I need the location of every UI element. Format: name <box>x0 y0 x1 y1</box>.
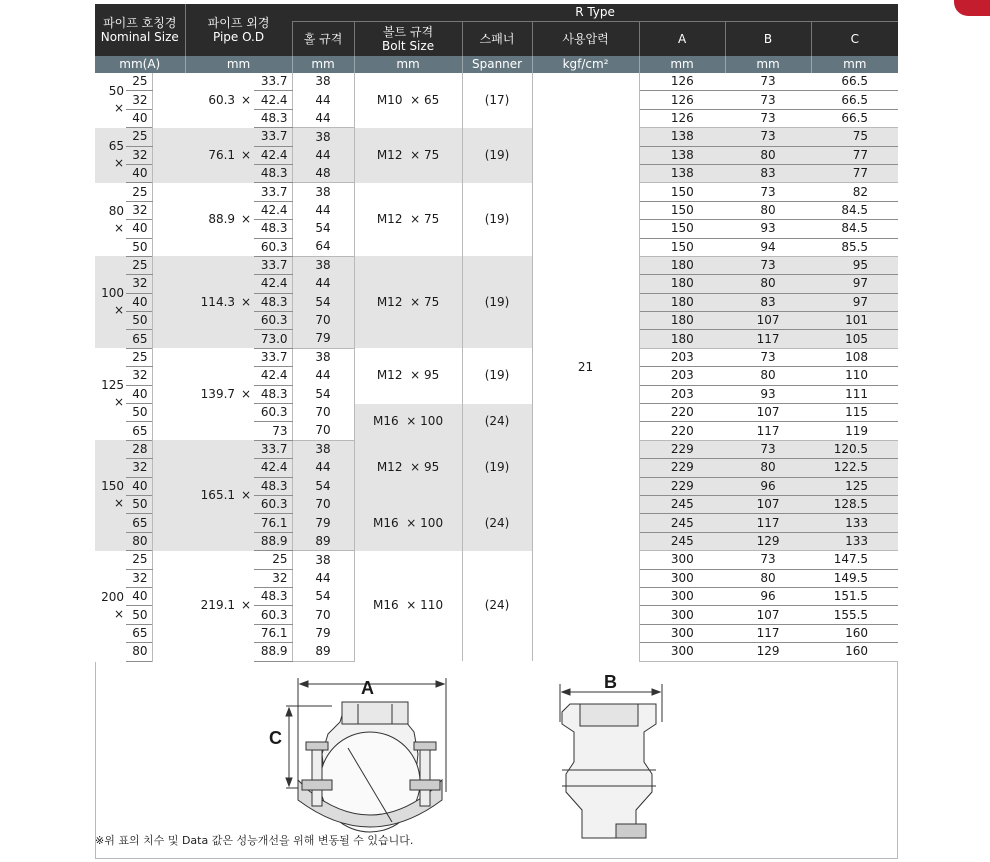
times-sign: × <box>238 183 254 257</box>
unit-pressure: kgf/cm² <box>532 56 639 73</box>
branch-size: 40 <box>126 587 152 605</box>
branch-od: 42.4 <box>254 367 292 385</box>
dim-a: 150 <box>639 238 725 256</box>
branch-size: 65 <box>126 330 152 348</box>
hole-size: 38 <box>292 128 354 146</box>
dim-b: 129 <box>725 532 811 550</box>
branch-size: 25 <box>126 73 152 91</box>
dim-a: 126 <box>639 109 725 127</box>
branch-od: 33.7 <box>254 256 292 274</box>
unit-b: mm <box>725 56 811 73</box>
hole-size: 54 <box>292 385 354 403</box>
hole-size: 38 <box>292 551 354 569</box>
dim-a: 229 <box>639 459 725 477</box>
hole-size: 38 <box>292 256 354 274</box>
dim-a: 300 <box>639 643 725 661</box>
branch-od: 48.3 <box>254 477 292 495</box>
hole-size: 44 <box>292 146 354 164</box>
bolt-size: M10 × 65 <box>354 73 462 128</box>
branch-od: 42.4 <box>254 459 292 477</box>
header-spanner: 스패너 <box>462 22 532 57</box>
footnote: ※위 표의 치수 및 Data 값은 성능개선을 위해 변동될 수 있습니다. <box>95 834 414 847</box>
spanner-size: (19) <box>462 128 532 183</box>
hole-size: 89 <box>292 643 354 661</box>
dim-a: 138 <box>639 128 725 146</box>
dim-a: 126 <box>639 73 725 91</box>
unit-nominal: mm(A) <box>95 56 185 73</box>
bolt-size: M12 × 75 <box>354 183 462 257</box>
spanner-size: (19) <box>462 348 532 403</box>
dim-a: 245 <box>639 495 725 513</box>
table-row <box>95 551 898 569</box>
dim-a: 229 <box>639 440 725 458</box>
dim-c: 84.5 <box>811 201 898 219</box>
dim-c: 147.5 <box>811 551 898 569</box>
unit-a: mm <box>639 56 725 73</box>
branch-size: 32 <box>126 275 152 293</box>
spanner-size: (19) <box>462 256 532 348</box>
bolt-size: M16 × 110 <box>354 551 462 661</box>
header-pipe-od: 파이프 외경 Pipe O.D <box>185 4 292 56</box>
dim-b: 73 <box>725 348 811 366</box>
branch-od: 42.4 <box>254 91 292 109</box>
dim-a: 203 <box>639 367 725 385</box>
hole-size: 79 <box>292 514 354 532</box>
dim-c: 122.5 <box>811 459 898 477</box>
dim-c: 160 <box>811 624 898 642</box>
dim-c: 105 <box>811 330 898 348</box>
hole-size: 54 <box>292 477 354 495</box>
dim-a: 180 <box>639 293 725 311</box>
hole-size: 44 <box>292 109 354 127</box>
nominal-main: 50 × <box>95 73 126 128</box>
dim-a: 150 <box>639 183 725 201</box>
dim-b: 73 <box>725 440 811 458</box>
dimension-label-c: C <box>269 727 282 748</box>
bolt-size: M12 × 95 <box>354 348 462 403</box>
header-pressure: 사용압력 <box>532 22 639 57</box>
branch-od: 25 <box>254 551 292 569</box>
dim-b: 73 <box>725 91 811 109</box>
spanner-size: (24) <box>462 495 532 550</box>
dim-b: 73 <box>725 183 811 201</box>
pipe-od-main: 219.1 <box>185 551 238 661</box>
dim-c: 97 <box>811 275 898 293</box>
dim-b: 93 <box>725 220 811 238</box>
spacer <box>152 348 185 440</box>
dim-a: 203 <box>639 348 725 366</box>
dim-c: 120.5 <box>811 440 898 458</box>
dim-b: 129 <box>725 643 811 661</box>
spacer <box>152 128 185 183</box>
dim-b: 107 <box>725 404 811 422</box>
branch-od: 60.3 <box>254 238 292 256</box>
dim-b: 73 <box>725 109 811 127</box>
dim-c: 125 <box>811 477 898 495</box>
bolt-size: M16 × 100 <box>354 495 462 550</box>
dim-b: 117 <box>725 624 811 642</box>
spec-table <box>95 4 898 662</box>
spec-sheet <box>95 4 898 859</box>
nominal-main: 65 × <box>95 128 126 183</box>
hole-size: 54 <box>292 587 354 605</box>
hole-size: 44 <box>292 91 354 109</box>
nominal-main: 100 × <box>95 256 126 348</box>
branch-od: 32 <box>254 569 292 587</box>
dim-c: 77 <box>811 164 898 182</box>
unit-hole: mm <box>292 56 354 73</box>
dim-a: 300 <box>639 587 725 605</box>
dim-c: 110 <box>811 367 898 385</box>
branch-size: 32 <box>126 569 152 587</box>
bolt-size: M16 × 100 <box>354 404 462 441</box>
nominal-main: 80 × <box>95 183 126 257</box>
hole-size: 38 <box>292 348 354 366</box>
dim-a: 150 <box>639 201 725 219</box>
dim-c: 101 <box>811 312 898 330</box>
dim-b: 80 <box>725 459 811 477</box>
hole-size: 70 <box>292 606 354 624</box>
nominal-main: 200 × <box>95 551 126 661</box>
branch-size: 40 <box>126 477 152 495</box>
times-sign: × <box>238 440 254 550</box>
header-bolt: 볼트 규격 Bolt Size <box>354 22 462 57</box>
dim-c: 160 <box>811 643 898 661</box>
branch-size: 80 <box>126 643 152 661</box>
dim-b: 93 <box>725 385 811 403</box>
header-hole: 홀 규격 <box>292 22 354 57</box>
times-sign: × <box>238 348 254 440</box>
dimension-label-a: A <box>361 677 374 698</box>
hole-size: 70 <box>292 495 354 513</box>
branch-od: 48.3 <box>254 164 292 182</box>
pipe-od-main: 165.1 <box>185 440 238 550</box>
dim-a: 180 <box>639 275 725 293</box>
branch-od: 60.3 <box>254 606 292 624</box>
spanner-size: (19) <box>462 440 532 495</box>
dim-c: 66.5 <box>811 109 898 127</box>
dim-c: 77 <box>811 146 898 164</box>
unit-bolt: mm <box>354 56 462 73</box>
dim-c: 97 <box>811 293 898 311</box>
bolt-size: M12 × 75 <box>354 128 462 183</box>
pipe-od-main: 76.1 <box>185 128 238 183</box>
header-b: B <box>725 22 811 57</box>
nominal-main: 150 × <box>95 440 126 550</box>
branch-od: 73.0 <box>254 330 292 348</box>
unit-c: mm <box>811 56 898 73</box>
dim-a: 150 <box>639 220 725 238</box>
unit-spanner: Spanner <box>462 56 532 73</box>
branch-size: 32 <box>126 367 152 385</box>
times-sign: × <box>238 73 254 128</box>
dim-b: 107 <box>725 495 811 513</box>
branch-size: 32 <box>126 91 152 109</box>
dim-c: 111 <box>811 385 898 403</box>
hole-size: 79 <box>292 624 354 642</box>
table-row <box>95 440 898 458</box>
branch-size: 28 <box>126 440 152 458</box>
branch-od: 33.7 <box>254 440 292 458</box>
hole-size: 89 <box>292 532 354 550</box>
dim-b: 117 <box>725 330 811 348</box>
dim-b: 83 <box>725 293 811 311</box>
dim-c: 128.5 <box>811 495 898 513</box>
hole-size: 79 <box>292 330 354 348</box>
branch-od: 60.3 <box>254 312 292 330</box>
dim-a: 245 <box>639 532 725 550</box>
spanner-size: (24) <box>462 404 532 441</box>
dim-a: 300 <box>639 551 725 569</box>
dim-b: 107 <box>725 312 811 330</box>
spacer <box>152 256 185 348</box>
table-row <box>95 348 898 366</box>
dim-a: 220 <box>639 404 725 422</box>
branch-od: 88.9 <box>254 532 292 550</box>
dim-c: 66.5 <box>811 91 898 109</box>
hole-size: 70 <box>292 312 354 330</box>
branch-size: 80 <box>126 532 152 550</box>
dim-c: 82 <box>811 183 898 201</box>
header-nominal: 파이프 호칭경 Nominal Size <box>95 4 185 56</box>
branch-size: 25 <box>126 348 152 366</box>
times-sign: × <box>238 551 254 661</box>
hole-size: 48 <box>292 164 354 182</box>
hole-size: 38 <box>292 183 354 201</box>
dim-c: 84.5 <box>811 220 898 238</box>
branch-od: 88.9 <box>254 643 292 661</box>
branch-size: 25 <box>126 551 152 569</box>
pipe-od-main: 139.7 <box>185 348 238 440</box>
hole-size: 38 <box>292 440 354 458</box>
pipe-od-main: 114.3 <box>185 256 238 348</box>
pressure-value: 21 <box>532 73 639 661</box>
spacer <box>152 73 185 128</box>
dim-c: 75 <box>811 128 898 146</box>
hole-size: 70 <box>292 404 354 422</box>
dim-b: 80 <box>725 569 811 587</box>
branch-od: 33.7 <box>254 128 292 146</box>
hole-size: 44 <box>292 569 354 587</box>
dim-b: 117 <box>725 422 811 440</box>
dim-a: 300 <box>639 624 725 642</box>
branch-size: 40 <box>126 109 152 127</box>
branch-size: 40 <box>126 293 152 311</box>
branch-od: 76.1 <box>254 514 292 532</box>
table-row <box>95 128 898 146</box>
dim-c: 119 <box>811 422 898 440</box>
branch-od: 48.3 <box>254 587 292 605</box>
table-row <box>95 256 898 274</box>
table-row <box>95 183 898 201</box>
dim-b: 73 <box>725 256 811 274</box>
dim-b: 107 <box>725 606 811 624</box>
spacer <box>152 183 185 257</box>
header-a: A <box>639 22 725 57</box>
dim-a: 180 <box>639 312 725 330</box>
times-sign: × <box>238 128 254 183</box>
branch-od: 42.4 <box>254 146 292 164</box>
branch-od: 48.3 <box>254 220 292 238</box>
header-c: C <box>811 22 898 57</box>
dim-a: 180 <box>639 256 725 274</box>
red-corner-tab <box>954 0 990 16</box>
branch-size: 25 <box>126 128 152 146</box>
dim-a: 138 <box>639 146 725 164</box>
dim-b: 73 <box>725 128 811 146</box>
branch-od: 73 <box>254 422 292 440</box>
coupling-drawing <box>96 662 897 858</box>
dim-b: 96 <box>725 477 811 495</box>
dim-b: 83 <box>725 164 811 182</box>
branch-od: 42.4 <box>254 275 292 293</box>
branch-size: 65 <box>126 422 152 440</box>
dim-c: 151.5 <box>811 587 898 605</box>
dim-b: 80 <box>725 201 811 219</box>
dim-b: 96 <box>725 587 811 605</box>
branch-od: 42.4 <box>254 201 292 219</box>
hole-size: 44 <box>292 459 354 477</box>
branch-od: 60.3 <box>254 495 292 513</box>
dim-c: 155.5 <box>811 606 898 624</box>
branch-size: 25 <box>126 256 152 274</box>
dim-a: 300 <box>639 606 725 624</box>
hole-size: 44 <box>292 201 354 219</box>
spec-table-body <box>95 73 898 661</box>
branch-size: 40 <box>126 220 152 238</box>
hole-size: 70 <box>292 422 354 440</box>
dim-a: 220 <box>639 422 725 440</box>
times-sign: × <box>238 256 254 348</box>
branch-size: 32 <box>126 459 152 477</box>
dim-c: 85.5 <box>811 238 898 256</box>
branch-size: 50 <box>126 495 152 513</box>
dim-b: 73 <box>725 551 811 569</box>
dim-b: 80 <box>725 367 811 385</box>
dimension-diagram <box>95 662 898 859</box>
branch-od: 33.7 <box>254 183 292 201</box>
branch-size: 25 <box>126 183 152 201</box>
dim-c: 133 <box>811 514 898 532</box>
unit-od: mm <box>185 56 292 73</box>
hole-size: 44 <box>292 275 354 293</box>
spanner-size: (24) <box>462 551 532 661</box>
hole-size: 54 <box>292 293 354 311</box>
dim-c: 149.5 <box>811 569 898 587</box>
dim-a: 180 <box>639 330 725 348</box>
spacer <box>152 551 185 661</box>
bolt-size: M12 × 75 <box>354 256 462 348</box>
dim-c: 133 <box>811 532 898 550</box>
branch-od: 48.3 <box>254 385 292 403</box>
pipe-od-main: 60.3 <box>185 73 238 128</box>
branch-od: 33.7 <box>254 348 292 366</box>
branch-od: 60.3 <box>254 404 292 422</box>
branch-od: 48.3 <box>254 293 292 311</box>
dim-a: 229 <box>639 477 725 495</box>
branch-od: 48.3 <box>254 109 292 127</box>
dimension-label-b: B <box>604 671 617 692</box>
dim-a: 300 <box>639 569 725 587</box>
dim-c: 108 <box>811 348 898 366</box>
branch-size: 65 <box>126 514 152 532</box>
branch-size: 40 <box>126 164 152 182</box>
spanner-size: (19) <box>462 183 532 257</box>
dim-a: 203 <box>639 385 725 403</box>
dim-c: 66.5 <box>811 73 898 91</box>
dim-c: 95 <box>811 256 898 274</box>
branch-size: 40 <box>126 385 152 403</box>
dim-c: 115 <box>811 404 898 422</box>
hole-size: 44 <box>292 367 354 385</box>
branch-size: 50 <box>126 606 152 624</box>
dim-b: 73 <box>725 73 811 91</box>
hole-size: 38 <box>292 73 354 91</box>
dim-b: 117 <box>725 514 811 532</box>
dim-a: 245 <box>639 514 725 532</box>
hole-size: 64 <box>292 238 354 256</box>
branch-od: 76.1 <box>254 624 292 642</box>
header-r-type: R Type <box>292 4 898 22</box>
branch-size: 32 <box>126 146 152 164</box>
table-row <box>95 73 898 91</box>
dim-a: 138 <box>639 164 725 182</box>
dim-b: 80 <box>725 146 811 164</box>
branch-size: 32 <box>126 201 152 219</box>
hole-size: 54 <box>292 220 354 238</box>
bolt-size: M12 × 95 <box>354 440 462 495</box>
spacer <box>152 440 185 550</box>
pipe-od-main: 88.9 <box>185 183 238 257</box>
dim-b: 94 <box>725 238 811 256</box>
dim-a: 126 <box>639 91 725 109</box>
branch-size: 50 <box>126 238 152 256</box>
nominal-main: 125 × <box>95 348 126 440</box>
branch-od: 33.7 <box>254 73 292 91</box>
branch-size: 50 <box>126 404 152 422</box>
dim-b: 80 <box>725 275 811 293</box>
spanner-size: (17) <box>462 73 532 128</box>
branch-size: 65 <box>126 624 152 642</box>
branch-size: 50 <box>126 312 152 330</box>
